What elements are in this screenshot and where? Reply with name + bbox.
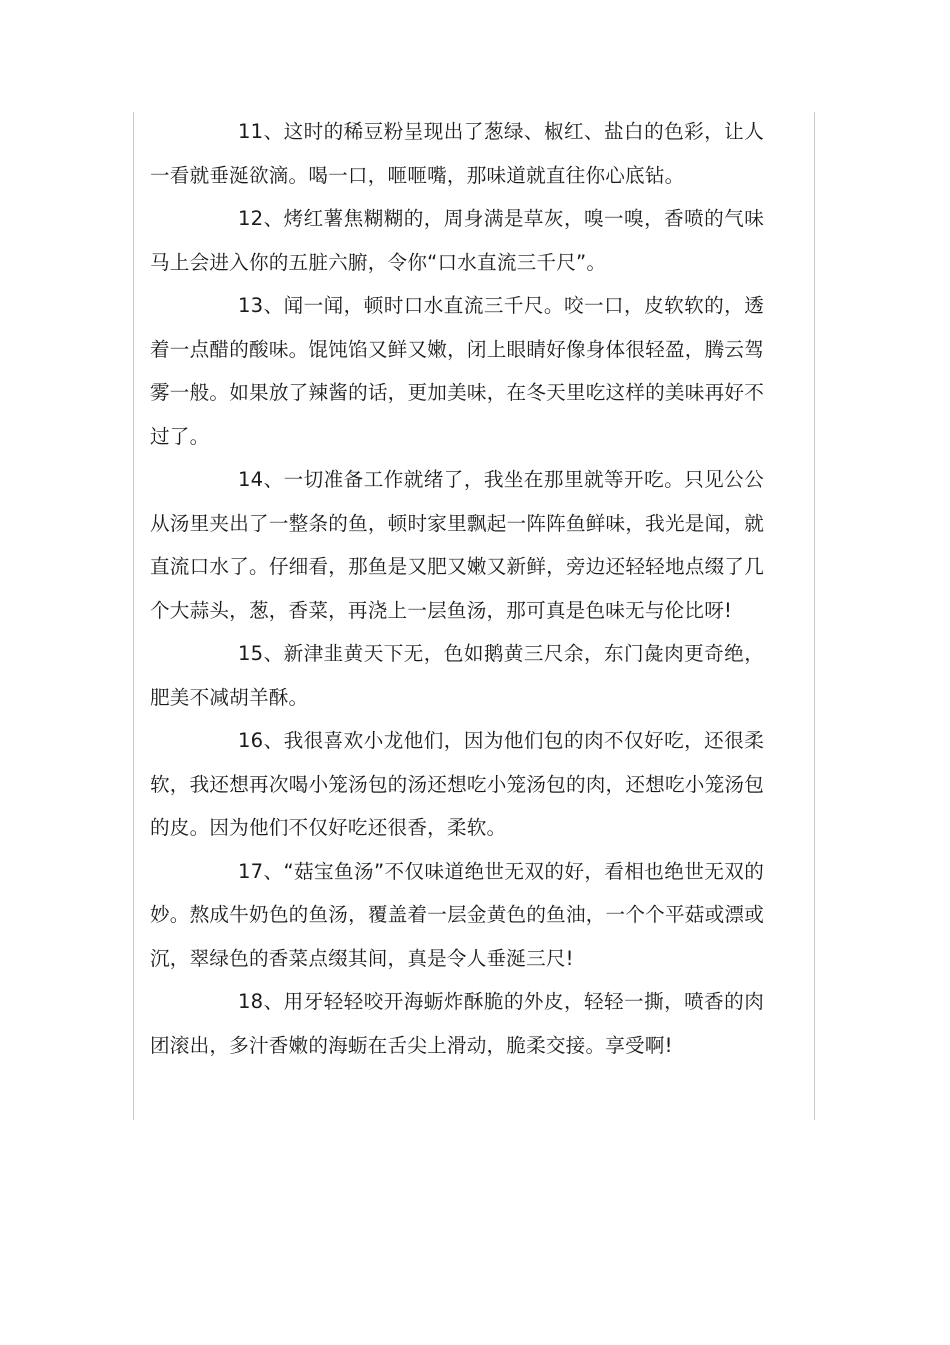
document-body (150, 110, 764, 1067)
paragraph-13: 13、闻一闻，顿时口水直流三千尺。咬一口，皮软软的，透着一点醋的酸味。馄饨馅又鲜又嫩，闭上眼睛好像身体很轻盈，腾云驾雾一般。如果放了辣酱的话，更加美味，在冬天里吃这样的美味再好不过了。 (150, 294, 764, 448)
paragraph-14: 14、一切准备工作就绪了，我坐在那里就等开吃。只见公公从汤里夹出了一整条的鱼，顿时家里飘起一阵阵鱼鲜味，我光是闻，就直流口水了。仔细看，那鱼是又肥又嫩又新鲜，旁边还轻轻地点缀了几个大蒜头，葱，香菜，再浇上一层鱼汤，那可真是色味无与伦比呀! (150, 468, 764, 622)
paragraph-18: 18、用牙轻轻咬开海蛎炸酥脆的外皮，轻轻一撕，喷香的肉团滚出，多汁香嫩的海蛎在舌尖上滑动，脆柔交接。享受啊! (150, 990, 764, 1057)
paragraph-17: 17、“菇宝鱼汤”不仅味道绝世无双的好，看相也绝世无双的妙。熬成牛奶色的鱼汤，覆盖着一层金黄色的鱼油，一个个平菇或漂或沉，翠绿色的香菜点缀其间，真是令人垂涎三尺! (150, 859, 764, 970)
paragraph-16: 16、我很喜欢小龙他们，因为他们包的肉不仅好吃，还很柔软，我还想再次喝小笼汤包的汤还想吃小笼汤包的肉，还想吃小笼汤包的皮。因为他们不仅好吃还很香，柔软。 (150, 729, 764, 839)
paragraph-11: 11、这时的稀豆粉呈现出了葱绿、椒红、盐白的色彩，让人一看就垂涎欲滴。喝一口，咂咂嘴，那味道就直往你心底钻。 (150, 120, 764, 187)
paragraph-15: 15、新津韭黄天下无，色如鹅黄三尺余，东门彘肉更奇绝，肥美不减胡羊酥。 (150, 642, 764, 709)
paragraph-12: 12、烤红薯焦糊糊的，周身满是草灰，嗅一嗅，香喷的气味马上会进入你的五脏六腑，令你“口水直流三千尺”。 (150, 207, 764, 274)
